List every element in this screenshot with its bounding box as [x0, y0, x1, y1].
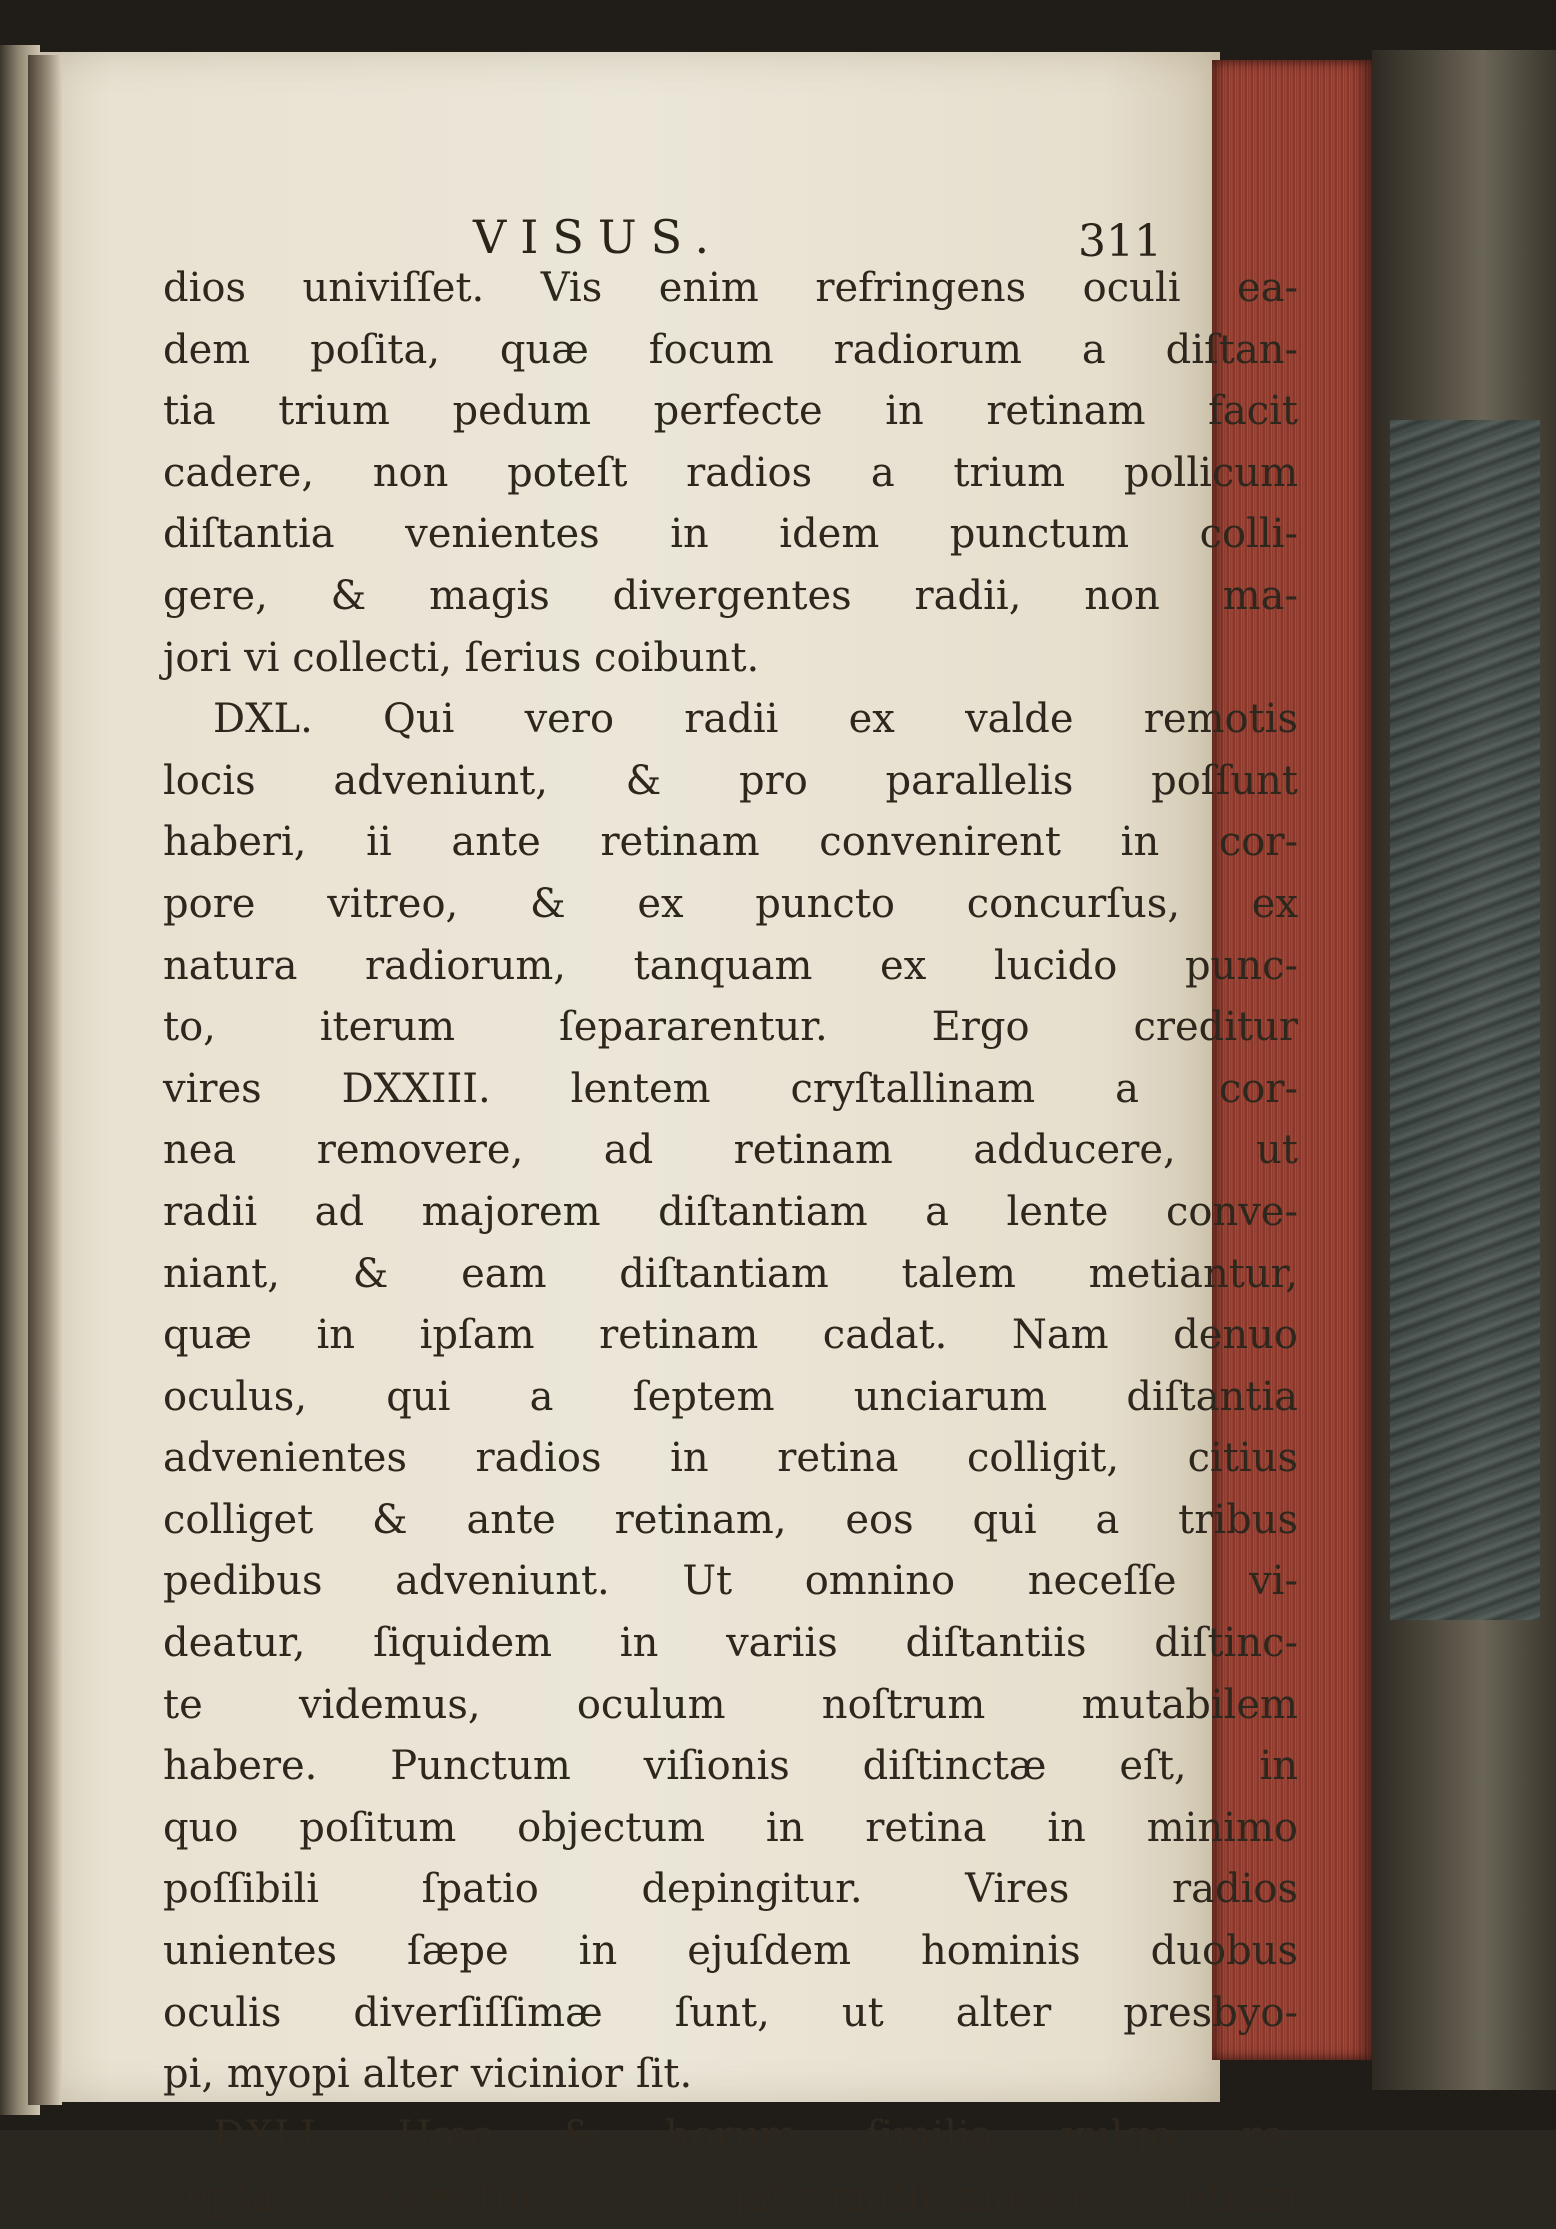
- text-line: poſſibili ſpatio depingitur. Vires radios: [163, 1866, 1298, 1913]
- text-line: gere, & magis divergentes radii, non ma-: [163, 572, 1298, 619]
- text-line: diſtantia venientes in idem punctum colli-: [163, 511, 1298, 558]
- text-line: unientes ſæpe in ejuſdem hominis duobus: [163, 1928, 1298, 1975]
- text-line: deatur, ſiquidem in variis diſtantiis diſtinc-: [163, 1620, 1298, 1667]
- paragraph-start-line: DXL. Qui vero radii ex valde remotis: [213, 696, 1298, 743]
- text-line: natura radiorum, tanquam ex lucido punc-: [163, 942, 1298, 989]
- text-line: quæ in ipſam retinam cadat. Nam denuo: [163, 1312, 1298, 1359]
- text-line: vires DXXIII. lentem cryſtallinam a cor-: [163, 1065, 1298, 1112]
- text-line: pi, myopi alter vicinior ſit.: [163, 2051, 693, 2098]
- text-line: radii ad majorem diſtantiam a lente conve-: [163, 1188, 1298, 1235]
- text-line: advenientes radios in retina colligit, citius: [163, 1435, 1298, 1482]
- text-line: dios univiſſet. Vis enim refringens oculi ea-: [163, 265, 1298, 311]
- gutter: [28, 55, 62, 2105]
- text-line: niant, & eam diſtantiam talem metiantur,: [163, 1250, 1298, 1297]
- text-line: cadere, non poteſt radios a trium pollicum: [163, 449, 1298, 496]
- text-line: to, iterum ſepararentur. Ergo creditur: [163, 1004, 1298, 1051]
- text-line: te videmus, oculum noſtrum mutabilem: [163, 1681, 1298, 1728]
- paragraph-start-line: DXLI. Hæc & horum ſimilia vulgo re-: [213, 2112, 1298, 2159]
- page-number: 311: [1078, 216, 1162, 267]
- text-line: nea removere, ad retinam adducere, ut: [163, 1127, 1298, 1174]
- text-line: quo poſitum objectum in retina in minimo: [163, 1804, 1298, 1851]
- text-line: jori vi collecti, ſerius coibunt.: [163, 634, 760, 681]
- body-text: [163, 258, 1298, 2229]
- text-line: dem poſita, quæ focum radiorum a diſtan-: [163, 326, 1298, 373]
- text-line: pedibus adveniunt. Ut omnino neceſſe vi-: [163, 1558, 1298, 1605]
- text-line: locis adveniunt, & pro parallelis poſſunt: [163, 757, 1298, 804]
- text-line: oculis diverſiſſimæ ſunt, ut alter presbyo-: [163, 1989, 1298, 2036]
- text-line: cepta docentur, a jatromathematicis etiam: [163, 2174, 1298, 2221]
- text-line: colliget & ante retinam, eos qui a tribus: [163, 1496, 1298, 1543]
- text-line: pore vitreo, & ex puncto concurſus, ex: [163, 880, 1298, 927]
- text-line: oculus, qui a ſeptem unciarum diſtantia: [163, 1373, 1298, 1420]
- text-line: haberi, ii ante retinam convenirent in cor-: [163, 819, 1298, 866]
- marbled-cover-paper: [1390, 420, 1540, 1620]
- text-line: tia trium pedum perfecte in retinam facit: [163, 388, 1298, 435]
- running-title: VISUS.: [473, 210, 724, 264]
- text-line: habere. Punctum viſionis diſtinctæ eſt, in: [163, 1743, 1298, 1790]
